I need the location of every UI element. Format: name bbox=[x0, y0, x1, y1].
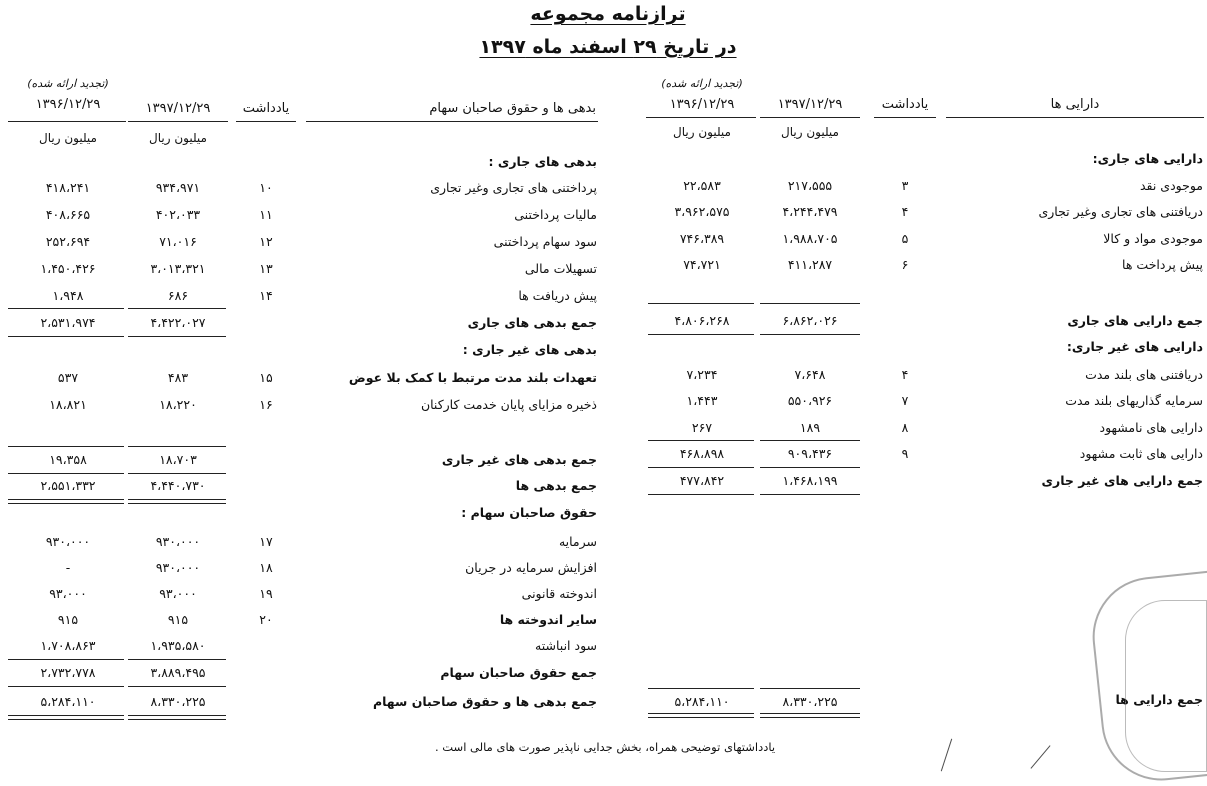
right-unit-1396: میلیون ریال bbox=[673, 125, 731, 139]
left-row-1396: ۲،۷۳۲،۷۷۸ bbox=[40, 665, 96, 680]
left-row-1397: ۴،۴۴۰،۷۳۰ bbox=[150, 478, 206, 493]
right-row-1396: ۵،۲۸۴،۱۱۰ bbox=[674, 694, 730, 709]
left-row-1397: ۱،۹۳۵،۵۸۰ bbox=[150, 638, 206, 653]
right-row-1396: ۷۴۶،۳۸۹ bbox=[679, 231, 725, 246]
left-row-note: ۱۱ bbox=[259, 207, 273, 222]
left-row-1397: ۴،۴۲۲،۰۲۷ bbox=[150, 315, 206, 330]
right-row-label: دارایی های غیر جاری: bbox=[1066, 339, 1203, 354]
left-row-1397: ۹۳۰،۰۰۰ bbox=[155, 560, 201, 575]
left-row-label: جمع حقوق صاحبان سهام bbox=[440, 665, 597, 680]
right-row-label: سرمایه گذاریهای بلند مدت bbox=[1065, 393, 1203, 408]
left-row-note: ۱۵ bbox=[259, 370, 273, 385]
left-row-label: جمع بدهی های جاری bbox=[467, 315, 597, 330]
right-note-col-header: یادداشت bbox=[881, 97, 929, 112]
right-row-1397: ۸،۳۳۰،۲۲۵ bbox=[782, 694, 838, 709]
left-row-1397: ۶۸۶ bbox=[167, 288, 189, 303]
left-row-label: افزایش سرمایه در جریان bbox=[465, 560, 597, 575]
left-row-1396: ۴۱۸،۲۴۱ bbox=[45, 180, 91, 195]
left-row-note: ۱۴ bbox=[259, 288, 273, 303]
left-row-1397: ۴۸۳ bbox=[167, 370, 189, 385]
right-row-note: ۸ bbox=[901, 420, 909, 435]
right-row-1396: ۲۶۷ bbox=[691, 420, 713, 435]
right-restated-note: (تجدید ارائه شده) bbox=[661, 77, 743, 90]
left-row-label: جمع بدهی های غیر جاری bbox=[441, 452, 597, 467]
left-row-label: ذخیره مزایای پایان خدمت کارکنان bbox=[420, 397, 597, 412]
left-row-1396: ۱۹،۳۵۸ bbox=[49, 452, 87, 467]
left-restated-note: (تجدید ارائه شده) bbox=[27, 77, 109, 90]
left-row-note: ۱۰ bbox=[259, 180, 273, 195]
right-unit-1397: میلیون ریال bbox=[781, 125, 839, 139]
right-row-1396: ۲۲،۵۸۳ bbox=[683, 178, 721, 193]
left-row-label: بدهی های غیر جاری : bbox=[462, 342, 597, 357]
left-row-label: مالیات پرداختنی bbox=[514, 207, 597, 222]
left-row-1396: ۴۰۸،۶۶۵ bbox=[45, 207, 91, 222]
right-row-note: ۷ bbox=[901, 393, 909, 408]
left-unit-1396: میلیون ریال bbox=[39, 131, 97, 145]
left-row-label: جمع بدهی ها و حقوق صاحبان سهام bbox=[372, 694, 597, 709]
page-subtitle: در تاریخ ۲۹ اسفند ماه ۱۳۹۷ bbox=[479, 36, 737, 58]
left-row-1397: ۳،۸۸۹،۴۹۵ bbox=[150, 665, 206, 680]
left-row-1396: ۹۳۰،۰۰۰ bbox=[45, 534, 91, 549]
right-row-note: ۹ bbox=[901, 446, 909, 461]
left-row-note: ۱۷ bbox=[259, 534, 273, 549]
right-row-1397: ۵۵۰،۹۲۶ bbox=[787, 393, 833, 408]
right-row-1397: ۲۱۷،۵۵۵ bbox=[787, 178, 833, 193]
left-col-1397: ۱۳۹۷/۱۲/۲۹ bbox=[145, 101, 211, 116]
left-row-1396: ۱،۷۰۸،۸۶۳ bbox=[40, 638, 96, 653]
left-row-note: ۱۸ bbox=[259, 560, 273, 575]
left-row-1397: ۹۱۵ bbox=[167, 612, 189, 627]
right-row-label: موجودی مواد و کالا bbox=[1103, 231, 1203, 246]
left-row-label: اندوخته قانونی bbox=[521, 586, 597, 601]
left-row-1397: ۴۰۲،۰۳۳ bbox=[155, 207, 201, 222]
left-row-note: ۱۹ bbox=[259, 586, 273, 601]
footer-note: یادداشتهای توضیحی همراه، بخش جدایی ناپذیر صورت های مالی است . bbox=[434, 740, 776, 754]
page-title: ترازنامه مجموعه bbox=[530, 3, 686, 25]
left-row-note: ۱۶ bbox=[259, 397, 273, 412]
left-row-label: حقوق صاحبان سهام : bbox=[461, 505, 597, 520]
auditor-stamp-inner bbox=[1125, 600, 1207, 772]
left-row-label: پرداختنی های تجاری وغیر تجاری bbox=[430, 180, 597, 195]
right-row-1397: ۷،۶۴۸ bbox=[794, 367, 826, 382]
left-row-label: جمع بدهی ها bbox=[515, 478, 597, 493]
left-heading: بدهی ها و حقوق صاحبان سهام bbox=[429, 101, 596, 116]
right-row-1396: ۴۷۷،۸۴۲ bbox=[679, 473, 725, 488]
right-row-1397: ۱۸۹ bbox=[799, 420, 821, 435]
right-row-1397: ۱،۴۶۸،۱۹۹ bbox=[782, 473, 838, 488]
left-row-label: سود سهام پرداختنی bbox=[493, 234, 597, 249]
left-row-1396: ۵۳۷ bbox=[57, 370, 79, 385]
right-col-1396: ۱۳۹۶/۱۲/۲۹ bbox=[669, 97, 735, 112]
left-row-note: ۱۳ bbox=[259, 261, 273, 276]
left-row-note: ۱۲ bbox=[259, 234, 273, 249]
left-row-1396: ۹۳،۰۰۰ bbox=[49, 586, 87, 601]
right-row-label: دریافتنی های بلند مدت bbox=[1085, 367, 1203, 382]
left-row-1396: ۲۵۲،۶۹۴ bbox=[45, 234, 91, 249]
left-row-1396: ۲،۵۳۱،۹۷۴ bbox=[40, 315, 96, 330]
right-row-label: دارایی های ثابت مشهود bbox=[1079, 446, 1203, 461]
left-row-1396: ۱۸،۸۲۱ bbox=[49, 397, 87, 412]
right-row-1397: ۱،۹۸۸،۷۰۵ bbox=[782, 231, 838, 246]
right-row-note: ۴ bbox=[901, 367, 909, 382]
right-row-label: پیش پرداخت ها bbox=[1122, 257, 1203, 272]
left-row-1396: ۵،۲۸۴،۱۱۰ bbox=[40, 694, 96, 709]
left-row-1397: ۱۸،۷۰۳ bbox=[159, 452, 197, 467]
right-row-1396: ۷۴،۷۲۱ bbox=[683, 257, 721, 272]
left-note-col-header: یادداشت bbox=[242, 101, 290, 116]
left-row-label: تسهیلات مالی bbox=[524, 261, 597, 276]
left-row-1397: ۱۸،۲۲۰ bbox=[159, 397, 197, 412]
right-row-label: جمع دارایی های غیر جاری bbox=[1041, 473, 1203, 488]
right-row-1397: ۴۱۱،۲۸۷ bbox=[787, 257, 833, 272]
left-row-1396: - bbox=[65, 560, 71, 575]
left-row-1397: ۹۳۴،۹۷۱ bbox=[155, 180, 201, 195]
right-row-label: دریافتنی های تجاری وغیر تجاری bbox=[1038, 204, 1203, 219]
right-row-note: ۶ bbox=[901, 257, 909, 272]
left-row-label: پیش دریافت ها bbox=[518, 288, 597, 303]
right-heading: دارایی ها bbox=[1050, 97, 1100, 112]
right-row-note: ۴ bbox=[901, 204, 909, 219]
left-row-1397: ۷۱،۰۱۶ bbox=[159, 234, 197, 249]
right-row-note: ۳ bbox=[901, 178, 909, 193]
right-row-1396: ۴،۸۰۶،۲۶۸ bbox=[674, 313, 730, 328]
left-row-label: بدهی های جاری : bbox=[488, 154, 597, 169]
left-row-note: ۲۰ bbox=[259, 612, 273, 627]
right-row-1396: ۷،۲۳۴ bbox=[686, 367, 718, 382]
right-col-1397: ۱۳۹۷/۱۲/۲۹ bbox=[777, 97, 843, 112]
left-unit-1397: میلیون ریال bbox=[149, 131, 207, 145]
right-row-1397: ۶،۸۶۲،۰۲۶ bbox=[782, 313, 838, 328]
right-row-1397: ۴،۲۴۴،۴۷۹ bbox=[782, 204, 838, 219]
left-row-label: سایر اندوخته ها bbox=[499, 612, 597, 627]
left-row-1396: ۱،۴۵۰،۴۲۶ bbox=[40, 261, 96, 276]
left-row-label: سرمایه bbox=[558, 534, 597, 549]
right-row-1397: ۹۰۹،۴۳۶ bbox=[787, 446, 833, 461]
right-row-1396: ۳،۹۶۲،۵۷۵ bbox=[674, 204, 730, 219]
signature-stroke bbox=[1030, 745, 1050, 769]
right-row-label: دارایی های نامشهود bbox=[1099, 420, 1203, 435]
left-row-1396: ۱،۹۴۸ bbox=[52, 288, 84, 303]
right-row-label: جمع دارایی های جاری bbox=[1067, 313, 1203, 328]
left-row-label: سود انباشته bbox=[535, 638, 597, 653]
left-row-1397: ۸،۳۳۰،۲۲۵ bbox=[150, 694, 206, 709]
left-row-1397: ۳،۰۱۳،۳۲۱ bbox=[150, 261, 206, 276]
left-row-1396: ۲،۵۵۱،۳۳۲ bbox=[40, 478, 96, 493]
left-row-label: تعهدات بلند مدت مرتبط با کمک بلا عوض bbox=[348, 370, 597, 385]
left-row-1397: ۹۳۰،۰۰۰ bbox=[155, 534, 201, 549]
right-row-label: دارایی های جاری: bbox=[1092, 151, 1203, 166]
right-row-label: جمع دارایی ها bbox=[1115, 692, 1203, 707]
right-row-note: ۵ bbox=[901, 231, 909, 246]
left-col-1396: ۱۳۹۶/۱۲/۲۹ bbox=[35, 97, 101, 112]
right-row-1396: ۴۶۸،۸۹۸ bbox=[679, 446, 725, 461]
left-row-1397: ۹۳،۰۰۰ bbox=[159, 586, 197, 601]
left-row-1396: ۹۱۵ bbox=[57, 612, 79, 627]
right-row-label: موجودی نقد bbox=[1139, 178, 1203, 193]
right-row-1396: ۱،۴۴۳ bbox=[686, 393, 718, 408]
